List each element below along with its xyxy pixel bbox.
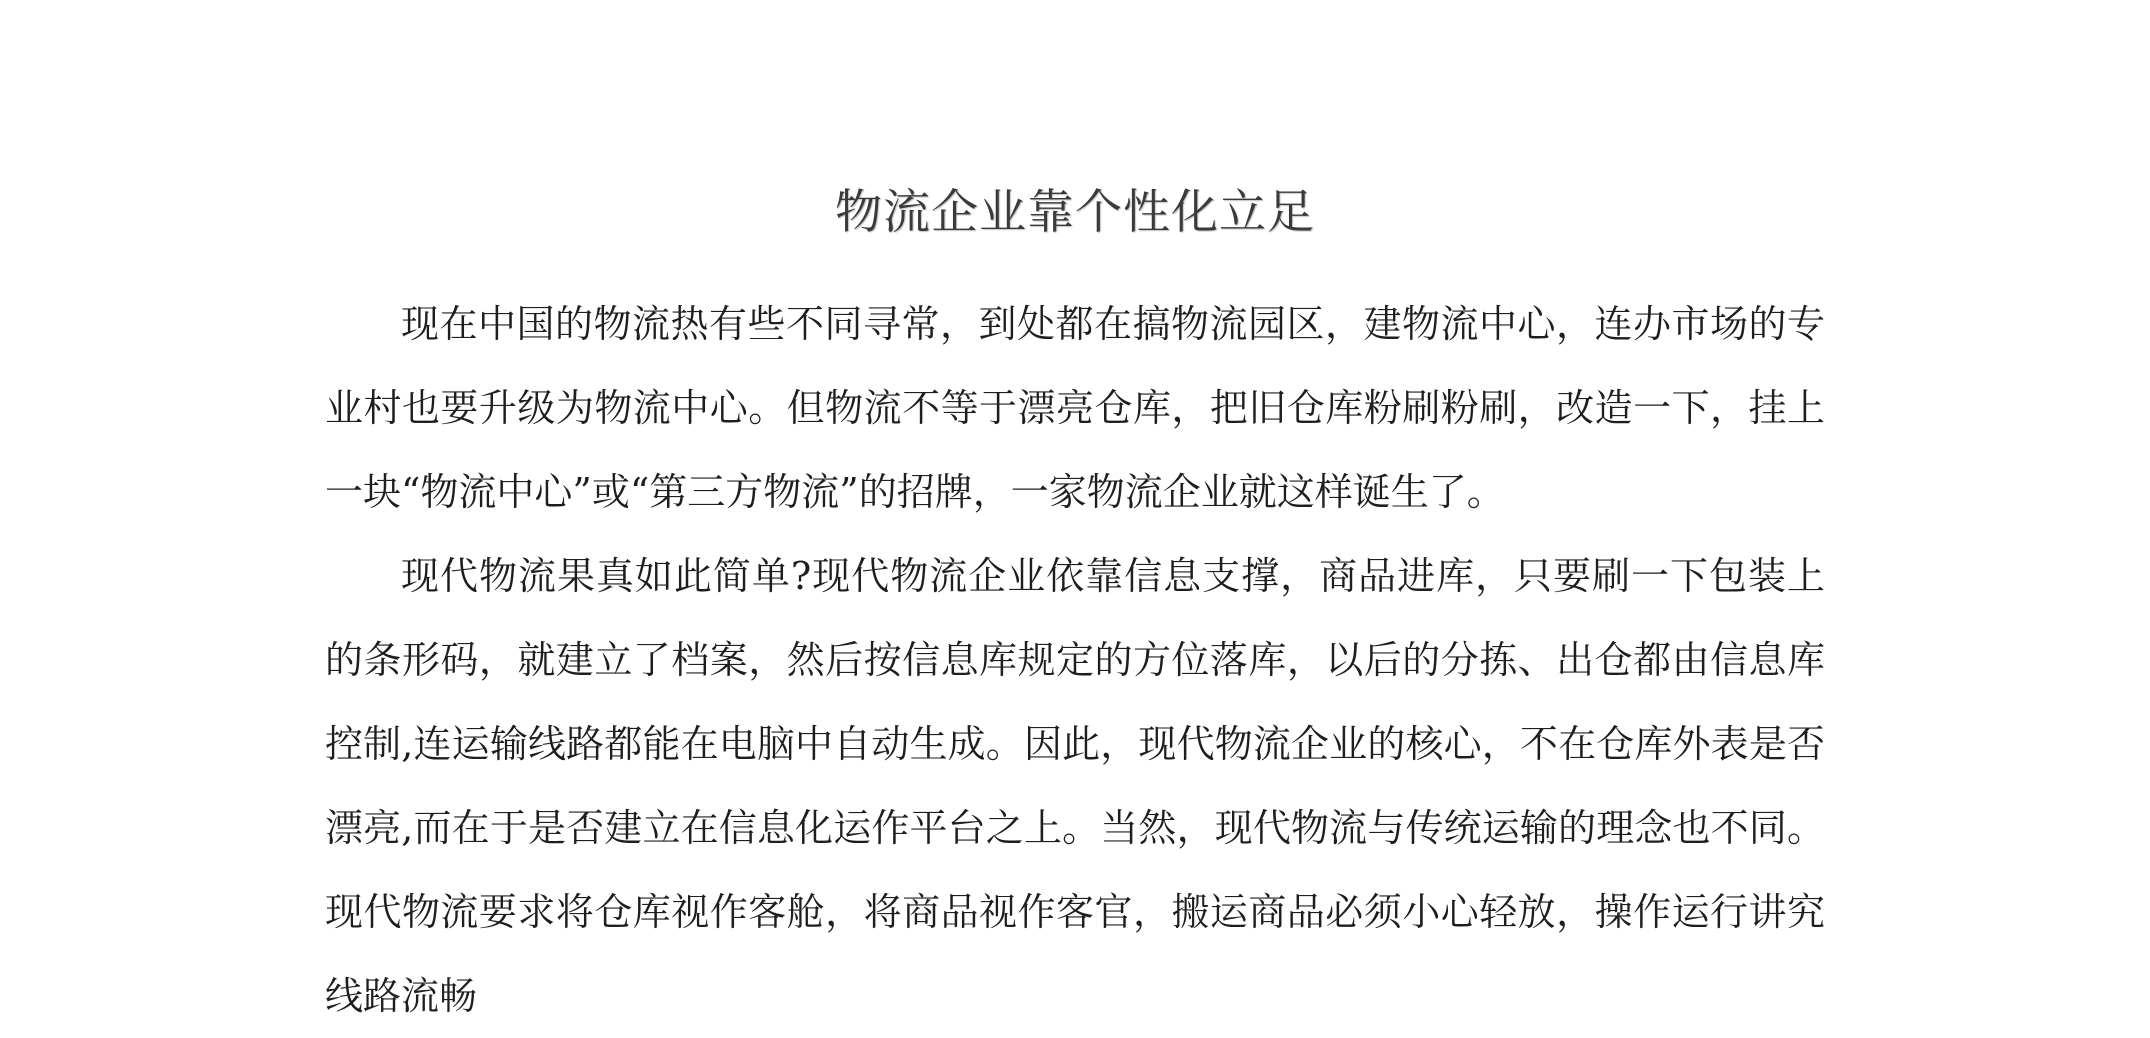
paragraph-2: 现代物流果真如此简单?现代物流企业依靠信息支撑，商品进库，只要刷一下包装上的条形码，就建立了档案，然后按信息库规定的方位落库，以后的分拣、出仓都由信息库控制,连运输线路都能在电脑中自动生成。因此，现代物流企业的核心，不在仓库外表是否漂亮,而在于是否建立在信息化运作平台之上。当然，现代物流与传统运输的理念也不同。现代物流要求将仓库视作客舱，将商品视作客官，搬运商品必须小心轻放，操作运行讲究线路流畅 (325, 554, 1825, 1018)
paragraph-1: 现在中国的物流热有些不同寻常，到处都在搞物流园区，建物流中心，连办市场的专业村也要升级为物流中心。但物流不等于漂亮仓库，把旧仓库粉刷粉刷，改造一下，挂上一块“物流中心”或“第三方物流”的招牌，一家物流企业就这样诞生了。 (325, 302, 1825, 514)
document-body (325, 282, 1825, 1038)
document-title: 物流企业靠个性化立足 (835, 185, 1315, 240)
